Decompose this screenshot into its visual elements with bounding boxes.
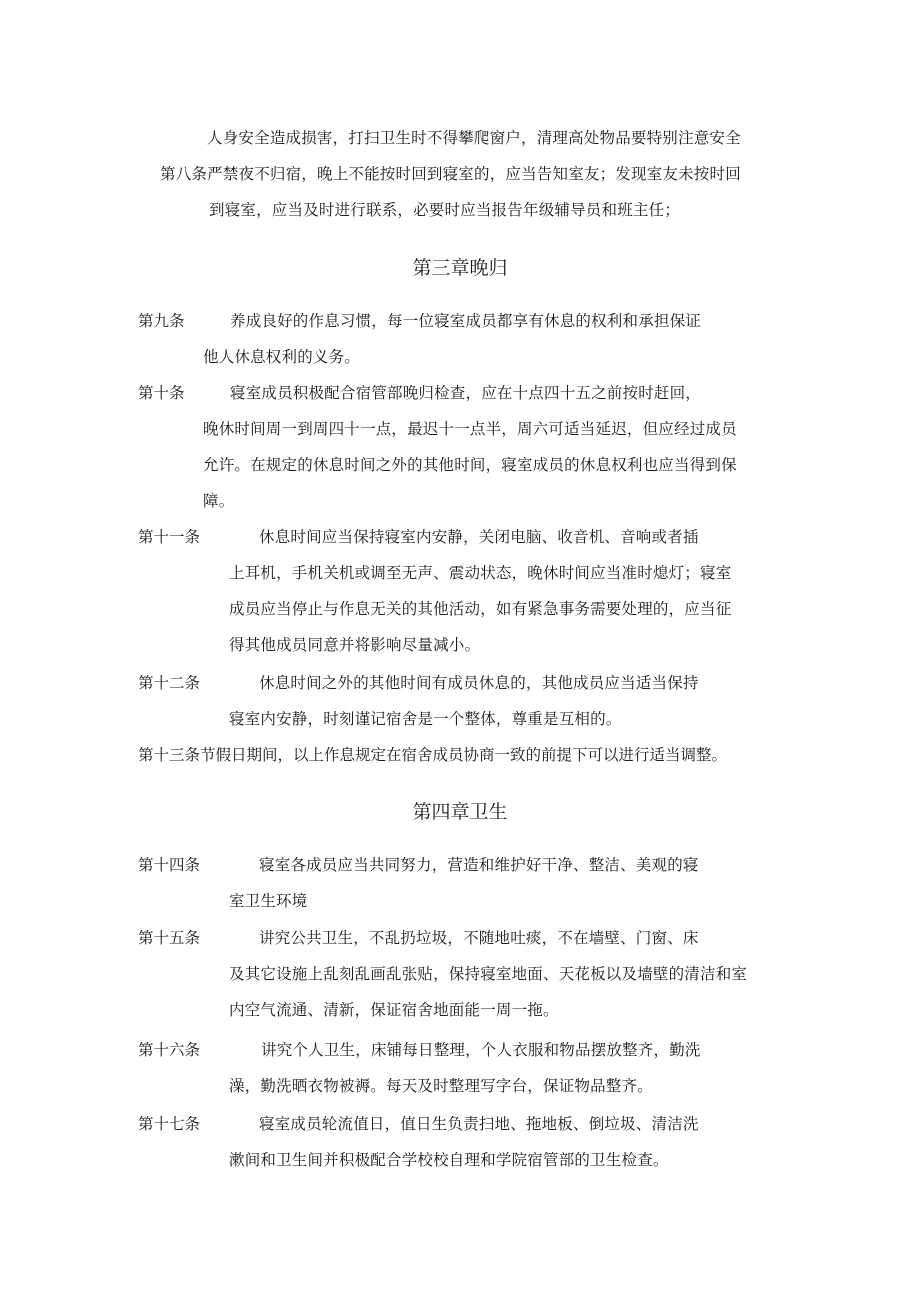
article-16-label: 第十六条 bbox=[138, 1041, 201, 1059]
article-14-label: 第十四条 bbox=[138, 856, 201, 874]
article-9-line-2: 他人休息权利的义务。 bbox=[203, 348, 361, 366]
article-10-line-1: 寝室成员积极配合宿管部晚归检查，应在十点四十五之前按时赶回， bbox=[230, 384, 702, 402]
article-14-line-1: 寝室各成员应当共同努力，营造和维护好干净、整洁、美观的寝 bbox=[259, 856, 699, 874]
article-8-line-2: 到寝室，应当及时进行联系，必要时应当报告年级辅导员和班主任； bbox=[209, 201, 681, 219]
article-17-line-1: 寝室成员轮流值日，值日生负责扫地、拖地板、倒垃圾、清洁洗 bbox=[259, 1115, 699, 1133]
article-14-line-2: 室卫生环境 bbox=[229, 892, 308, 910]
chapter-4-title: 第四章卫生 bbox=[412, 801, 508, 823]
article-16-line-2: 澡，勤洗晒衣物被褥。每天及时整理写字台，保证物品整齐。 bbox=[229, 1077, 653, 1095]
article-15-line-3: 内空气流通、清新，保证宿舍地面能一周一拖。 bbox=[229, 1001, 559, 1019]
article-12-line-2: 寝室内安静，时刻谨记宿舍是一个整体，尊重是互相的。 bbox=[229, 710, 622, 728]
article-17-label: 第十七条 bbox=[138, 1115, 201, 1133]
chapter-3-title: 第三章晚归 bbox=[412, 257, 508, 279]
article-11-line-1: 休息时间应当保持寝室内安静，关闭电脑、收音机、音响或者插 bbox=[259, 528, 699, 546]
intro-line-1: 人身安全造成损害，打扫卫生时不得攀爬窗户，清理高处物品要特别注意安全 bbox=[207, 129, 741, 147]
article-11-line-3: 成员应当停止与作息无关的其他活动，如有紧急事务需要处理的，应当征 bbox=[229, 600, 732, 618]
article-10-line-3: 允许。在规定的休息时间之外的其他时间，寝室成员的休息权利也应当得到保 bbox=[203, 456, 737, 474]
article-9-label: 第九条 bbox=[138, 312, 185, 330]
article-10-line-4: 障。 bbox=[203, 492, 235, 510]
article-9-line-1: 养成良好的作息习惯，每一位寝室成员都享有休息的权利和承担保证 bbox=[230, 312, 702, 330]
article-16-line-1: 讲究个人卫生，床铺每日整理，个人衣服和物品摆放整齐，勤洗 bbox=[261, 1041, 701, 1059]
article-17-line-2: 漱间和卫生间并积极配合学校校自理和学院宿管部的卫生检查。 bbox=[229, 1151, 669, 1169]
article-12-line-1: 休息时间之外的其他时间有成员休息的，其他成员应当适当保持 bbox=[259, 674, 699, 692]
article-15-label: 第十五条 bbox=[138, 929, 201, 947]
article-15-line-1: 讲究公共卫生，不乱扔垃圾，不随地吐痰，不在墙壁、门窗、床 bbox=[259, 929, 699, 947]
article-11-line-2: 上耳机，手机关机或调至无声、震动状态，晚休时间应当准时熄灯；寝室 bbox=[229, 564, 732, 582]
article-11-line-4: 得其他成员同意并将影响尽量减小。 bbox=[229, 636, 481, 654]
article-10-label: 第十条 bbox=[138, 384, 185, 402]
article-8-line-1: 第八条严禁夜不归宿，晚上不能按时回到寝室的，应当告知室友；发现室友未按时回 bbox=[160, 165, 741, 183]
article-15-line-2: 及其它设施上乱刻乱画乱张贴，保持寝室地面、天花板以及墙壁的清洁和室 bbox=[229, 965, 748, 983]
article-13-line: 第十三条节假日期间，以上作息规定在宿舍成员协商一致的前提下可以进行适当调整。 bbox=[138, 746, 728, 764]
article-12-label: 第十二条 bbox=[138, 674, 201, 692]
article-10-line-2: 晚休时间周一到周四十一点，最迟十一点半，周六可适当延迟，但应经过成员 bbox=[203, 420, 737, 438]
article-11-label: 第十一条 bbox=[138, 528, 201, 546]
